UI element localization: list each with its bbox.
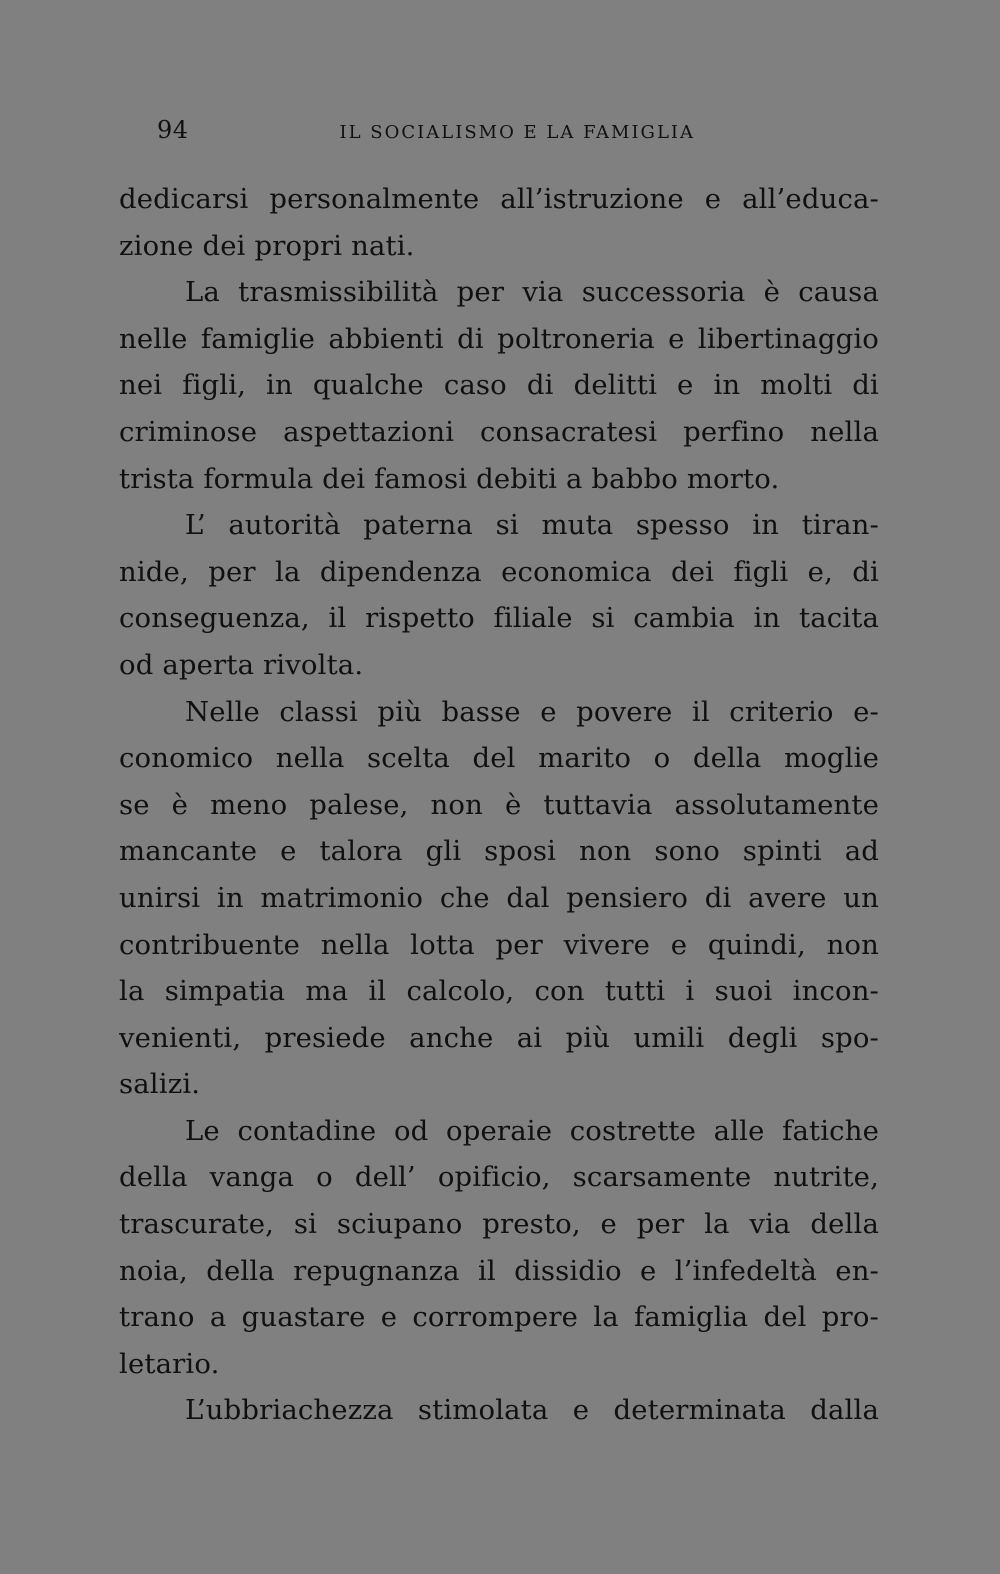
text-line: noia, della repugnanza il dissidio e l’infedeltà en- — [119, 1254, 879, 1287]
text-line: nelle famiglie abbienti di poltroneria e libertinaggio — [119, 322, 879, 355]
text-line: criminose aspettazioni consacratesi perfino nella — [119, 415, 879, 448]
text-line: trascurate, si sciupano presto, e per la via della — [119, 1208, 879, 1241]
text-line: L’ubbriachezza stimolata e determinata dalla — [185, 1394, 879, 1427]
text-line: nei figli, in qualche caso di delitti e in molti di — [119, 369, 879, 402]
text-line: dedicarsi personalmente all’istruzione e all’educa- — [119, 183, 879, 215]
text-line: nide, per la dipendenza economica dei figli e, di — [119, 555, 879, 588]
text-line: zione dei propri nati. — [119, 229, 415, 262]
text-line: trista formula dei famosi debiti a babbo morto. — [119, 462, 780, 495]
text-line: Le contadine od operaie costrette alle fatiche — [185, 1114, 879, 1147]
text-line: L’ autorità paterna si muta spesso in tiran- — [185, 509, 879, 542]
text-line: conseguenza, il rispetto filiale si cambia in tacita — [119, 602, 879, 635]
text-line: Nelle classi più basse e povere il criterio e- — [185, 695, 879, 728]
text-line: contribuente nella lotta per vivere e quindi, non — [119, 928, 879, 961]
text-line: od aperta rivolta. — [119, 648, 364, 681]
text-line: salizi. — [119, 1068, 201, 1101]
text-line: unirsi in matrimonio che dal pensiero di avere un — [119, 881, 879, 914]
running-head-title: IL SOCIALISMO E LA FAMIGLIA — [339, 122, 695, 143]
page-number: 94 — [157, 116, 189, 144]
running-head — [157, 116, 699, 150]
text-line: letario. — [119, 1347, 220, 1380]
text-line: mancante e talora gli sposi non sono spinti ad — [119, 835, 879, 868]
text-line: della vanga o dell’ opificio, scarsamente nutrite, — [119, 1161, 879, 1194]
text-line: la simpatia ma il calcolo, con tutti i suoi incon- — [119, 975, 879, 1008]
text-line: conomico nella scelta del marito o della moglie — [119, 742, 879, 775]
text-line: venienti, presiede anche ai più umili degli spo- — [119, 1021, 879, 1054]
text-line: se è meno palese, non è tuttavia assolutamente — [119, 788, 879, 821]
body-text — [119, 176, 879, 1434]
text-line: La trasmissibilità per via successoria è causa — [185, 276, 879, 309]
text-line: trano a guastare e corrompere la famiglia del pro- — [119, 1301, 879, 1334]
